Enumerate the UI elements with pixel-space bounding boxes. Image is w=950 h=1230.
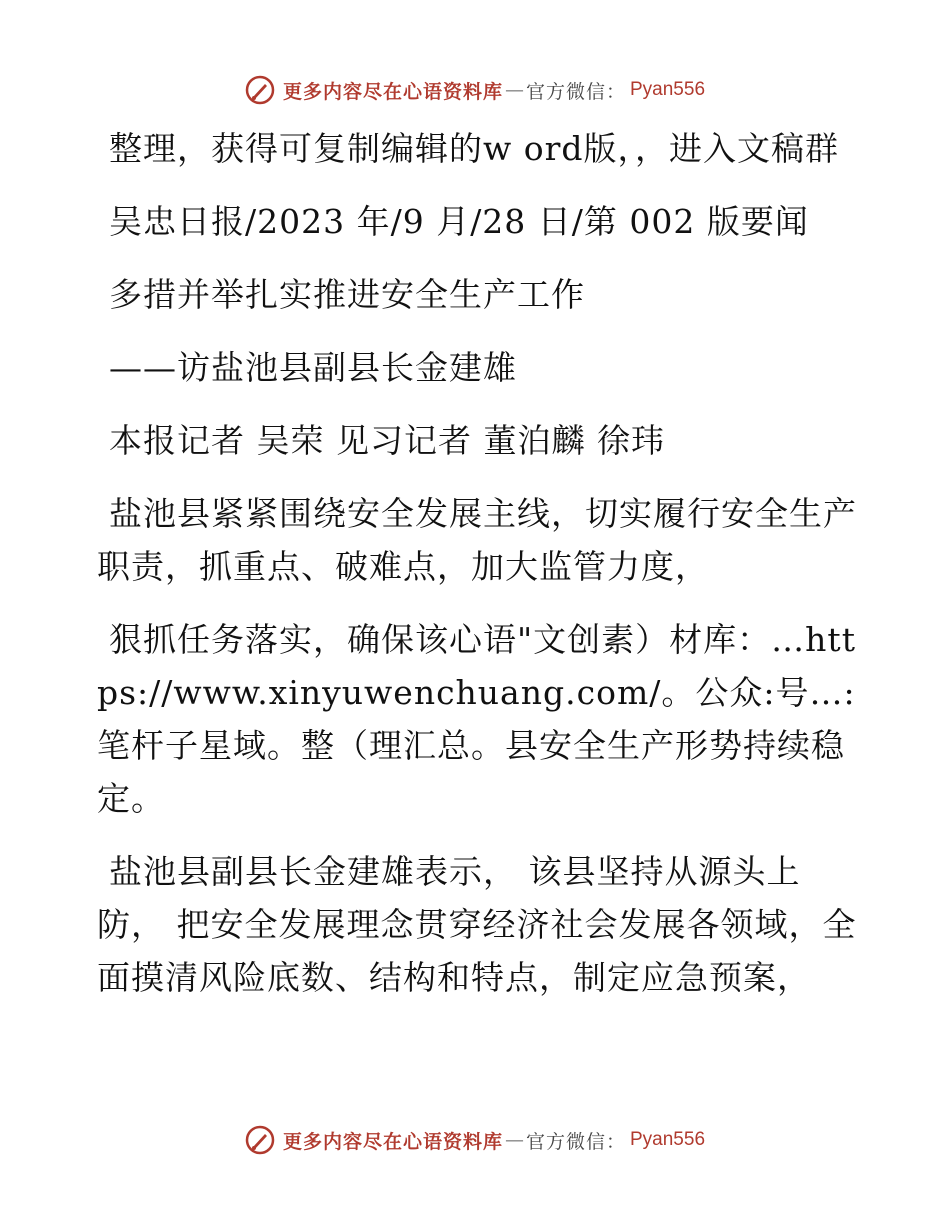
paragraph-body-1: 盐池县紧紧围绕安全发展主线，切实履行安全生产职责，抓重点、破难点，加大监管力度， [97,494,857,586]
quill-seal-icon [245,75,275,105]
banner-wechat-handle: Pyan556 [630,1129,706,1150]
paragraph-body-3: 盐池县副县长金建雄表示， 该县坚持从源头上防， 把安全发展理念贯穿经济社会发展各领域，全面摸清风险底数、结构和特点，制定应急预案， [97,852,857,997]
quill-seal-icon [245,1125,275,1155]
banner-separator: — [504,79,524,101]
banner-main-text: 更多内容尽在心语资料库 [282,1130,503,1153]
paragraph-intro: 整理，获得可复制编辑的w ord版，，进入文稿群 [109,129,840,168]
header-watermark-banner [0,70,950,110]
banner-sub-text: 官方微信： [525,80,626,103]
article-byline: 本报记者 吴荣 见习记者 董泊麟 徐玮 [109,421,665,460]
article-title: 多措并举扎实推进安全生产工作 [109,275,585,314]
document-body [97,122,857,1004]
banner-separator: — [504,1129,524,1151]
paragraph-source: 吴忠日报/2023 年/9 月/28 日/第 002 版要闻 [109,202,809,241]
banner-main-text: 更多内容尽在心语资料库 [282,80,503,103]
banner-wechat-handle: Pyan556 [630,79,706,100]
footer-watermark-banner [0,1120,950,1160]
paragraph-body-2: 狠抓任务落实，确保该心语"文创素）材库：…https://www.xinyuwenchuang.com/。公众:号…:笔杆子星域。整（理汇总。县安全生产形势持续稳定。 [97,620,856,818]
article-subtitle: ——访盐池县副县长金建雄 [109,348,517,387]
banner-sub-text: 官方微信： [525,1130,626,1153]
